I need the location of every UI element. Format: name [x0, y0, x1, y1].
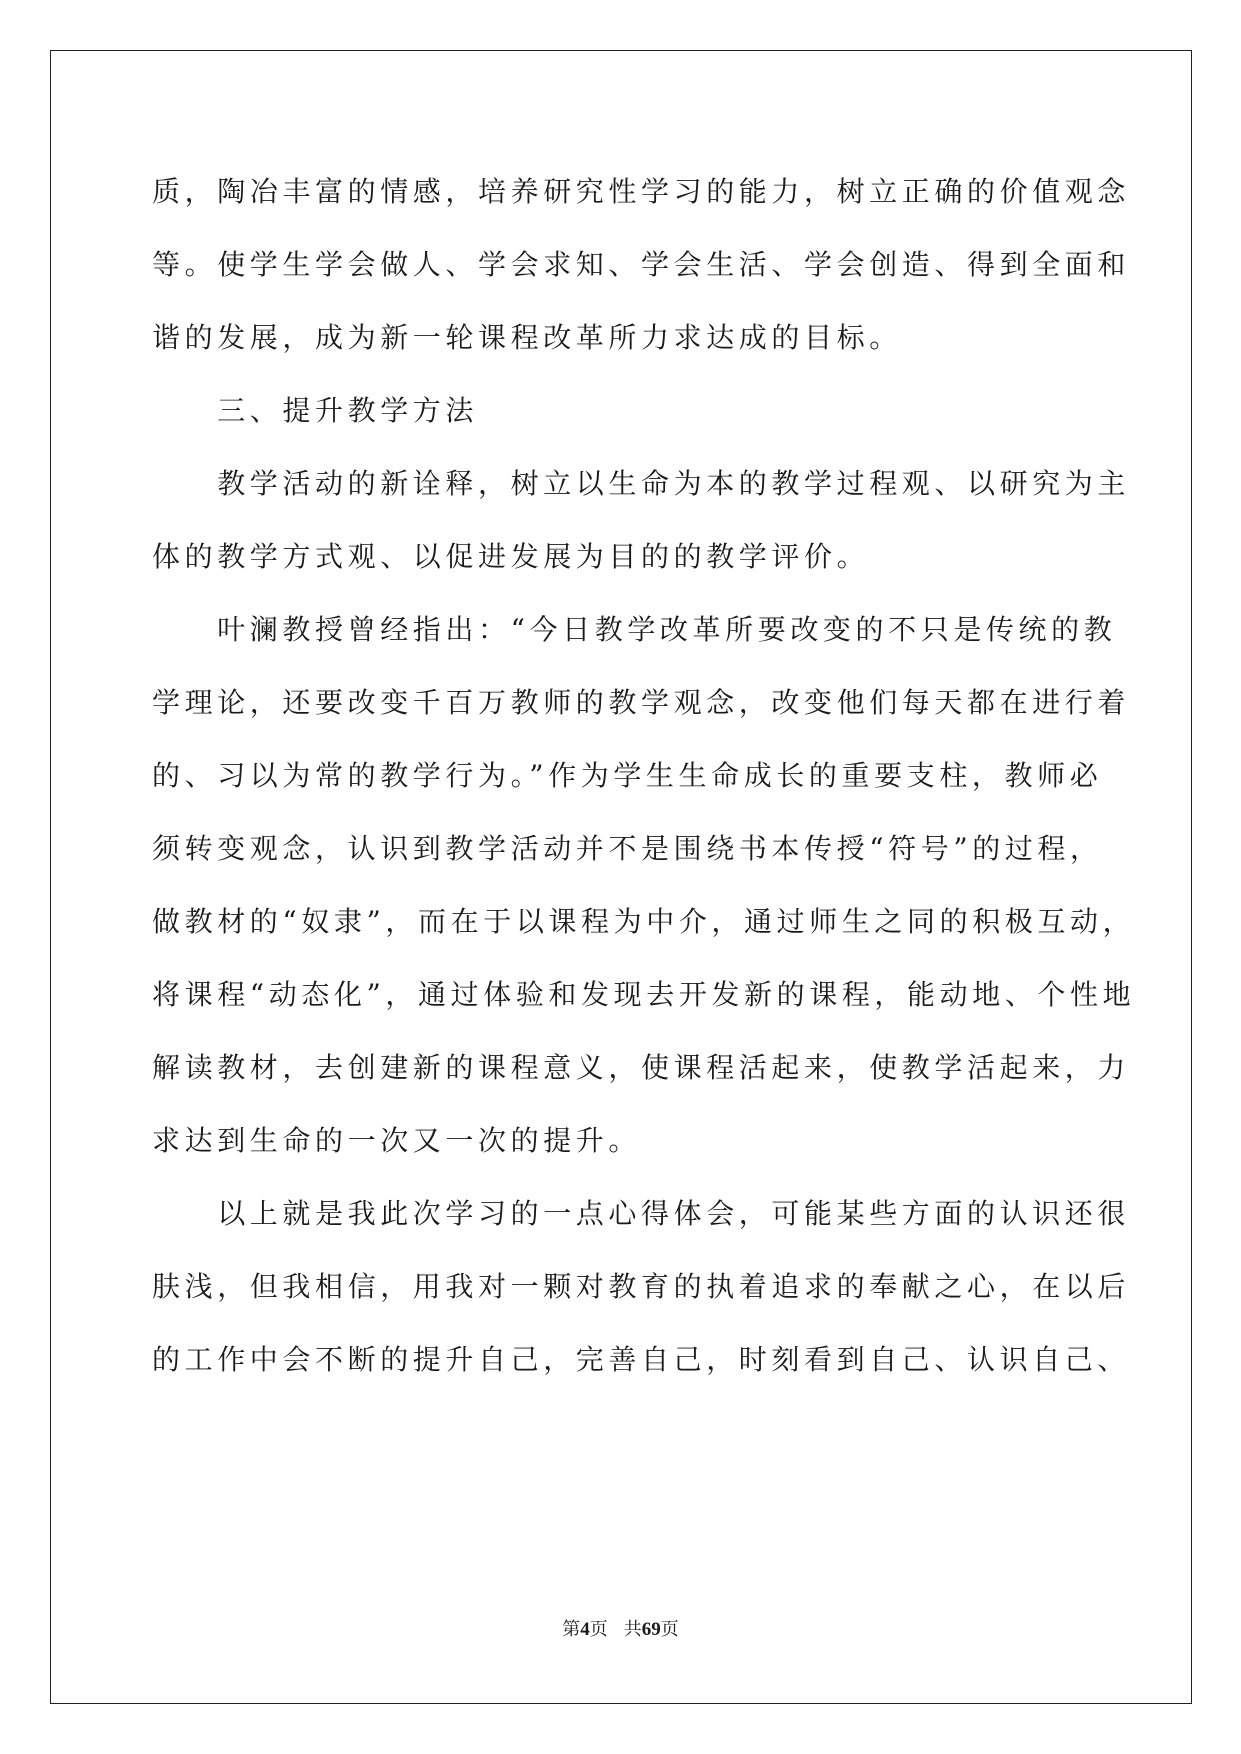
- text-line: 将课程“动态化”，通过体验和发现去开发新的课程，能动地、个性地: [152, 978, 1136, 1011]
- page-number: 4: [580, 1619, 590, 1640]
- text-line: 教学活动的新诠释，树立以生命为本的教学过程观、以研究为主: [152, 467, 1131, 500]
- page-border: [50, 50, 1192, 1704]
- total-pages: 69: [641, 1619, 661, 1640]
- total-suffix: 页: [660, 1619, 679, 1640]
- text-line: 的工作中会不断的提升自己，完善自己，时刻看到自己、认识自己、: [152, 1343, 1131, 1376]
- text-line: 学理论，还要改变千百万教师的教学观念，改变他们每天都在进行着: [152, 686, 1131, 719]
- text-line: 等。使学生学会做人、学会求知、学会生活、学会创造、得到全面和: [152, 248, 1131, 281]
- text-line: 谐的发展，成为新一轮课程改革所力求达成的目标。: [152, 321, 902, 354]
- text-line: 做教材的“奴隶”，而在于以课程为中介，通过师生之同的积极互动，: [152, 905, 1136, 938]
- text-line: 须转变观念，认识到教学活动并不是围绕书本传授“符号”的过程，: [152, 832, 1103, 865]
- text-line: 体的教学方式观、以促进发展为目的的教学评价。: [152, 540, 870, 573]
- text-line: 肤浅，但我相信，用我对一颗对教育的执着追求的奉献之心，在以后: [152, 1270, 1131, 1303]
- text-line: 质，陶冶丰富的情感，培养研究性学习的能力，树立正确的价值观念: [152, 175, 1131, 208]
- text-line: 以上就是我此次学习的一点心得体会，可能某些方面的认识还很: [152, 1197, 1131, 1230]
- page-suffix: 页: [589, 1619, 608, 1640]
- page-prefix: 第: [562, 1619, 581, 1640]
- text-line: 求达到生命的一次又一次的提升。: [152, 1124, 642, 1157]
- page-footer: [0, 1618, 1241, 1642]
- text-line: 解读教材，去创建新的课程意义，使课程活起来，使教学活起来，力: [152, 1051, 1131, 1084]
- text-line: 的、习以为常的教学行为。”作为学生生命成长的重要支柱，教师必: [152, 759, 1103, 792]
- total-prefix: 共: [623, 1619, 642, 1640]
- section-heading: 三、提升教学方法: [152, 394, 479, 427]
- text-line: 叶澜教授曾经指出：“今日教学改革所要改变的不只是传统的教: [152, 613, 1117, 646]
